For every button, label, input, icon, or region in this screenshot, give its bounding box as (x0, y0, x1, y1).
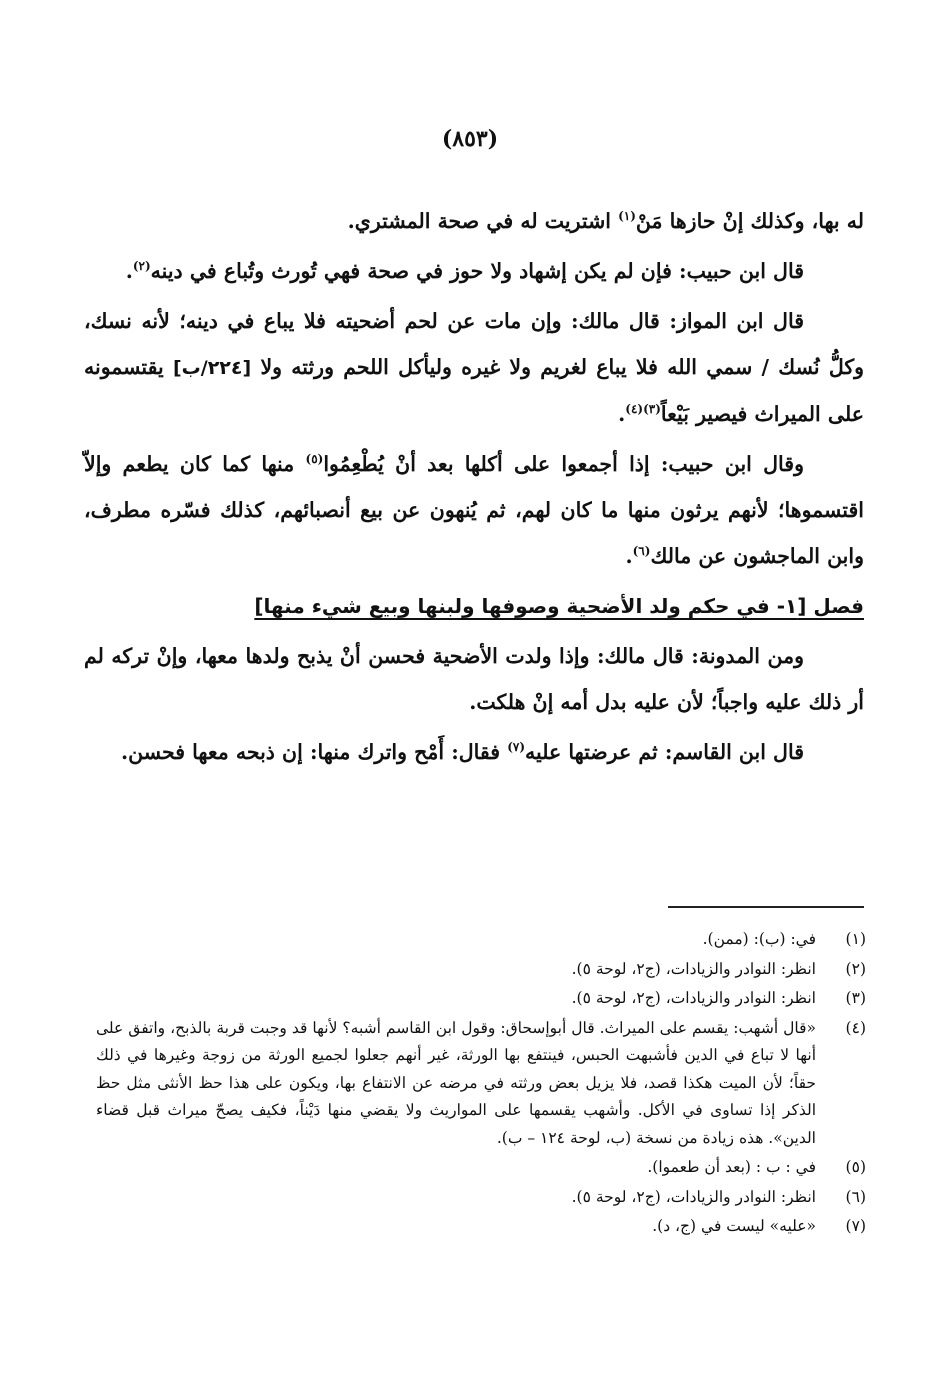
page-number: (٨٥٣) (441, 126, 499, 152)
paragraph-text: منها كما كان يطعم وإلاّ اقتسموها؛ لأنهم يرثون منها ما كان لهم، ثم يُنهون عن بيع أنصبائهم، كذلك فسّره مطرف، وابن الماجشون عن مالك (84, 452, 864, 568)
paragraph-text: وقال ابن حبيب: إذا أجمعوا على أكلها بعد أنْ يُطْعِمُوا (323, 452, 804, 476)
footnote-7 (96, 1213, 866, 1241)
footnote-text: «عليه» ليست في (ج، د). (652, 1217, 816, 1235)
paragraph-6 (84, 729, 864, 775)
footnote-ref-1[interactable]: (١) (618, 209, 636, 224)
paragraph-text: . (618, 402, 626, 426)
paragraph-3 (84, 298, 864, 437)
footnote-ref-6[interactable]: (٦) (632, 544, 651, 559)
paragraph-text: يقتسمونه على الميراث فيصير بَيْعاً (84, 355, 864, 426)
footnote-text: في: (ب): (ممن). (702, 930, 816, 948)
footnote-text: في : ب : (بعد أن طعموا). (647, 1158, 816, 1176)
footnote-1 (96, 926, 866, 954)
paragraph-2 (84, 248, 864, 294)
footnote-number: (٧) (845, 1217, 866, 1235)
footnote-4 (96, 1015, 866, 1153)
footnote-divider (668, 906, 864, 908)
footnote-text: انظر: النوادر والزيادات، (ج٢، لوحة ٥). (571, 1187, 816, 1206)
paragraph-text: له بها، وكذلك إنْ حازها مَنْ (635, 209, 864, 233)
footnote-number: (٣) (845, 989, 866, 1007)
footnote-number: (٥) (845, 1158, 866, 1176)
footnote-number: (٢) (845, 959, 866, 978)
main-text (84, 198, 864, 779)
footnote-number: (١) (845, 930, 866, 948)
paragraph-text: قال ابن القاسم: ثم عرضتها عليه (525, 740, 804, 764)
footnote-ref-2[interactable]: (٢) (132, 259, 151, 274)
paragraph-text: ومن المدونة: قال مالك: وإذا ولدت الأضحية فحسن أنْ يذبح ولدها معها، وإنْ تركه لم أر ذلك عليه واجباً؛ لأن عليه بدل أمه إنْ هلكت. (84, 644, 864, 714)
paragraph-text: . (125, 259, 133, 283)
paragraph-text: قال ابن حبيب: فإن لم يكن إشهاد ولا حوز في صحة فهي تُورث وتُباع في دينه (150, 259, 804, 283)
footnote-ref-7[interactable]: (٧) (507, 740, 526, 755)
folio-marker: [٢٢٤/ب] (172, 357, 252, 379)
footnote-3 (96, 985, 866, 1013)
paragraph-text: . (625, 544, 633, 568)
paragraph-text: اشتريت له في صحة المشتري. (347, 209, 619, 233)
footnote-ref-3-4[interactable]: (٣)(٤) (625, 402, 661, 417)
paragraph-1 (84, 198, 864, 244)
footnote-number: (٤) (845, 1018, 866, 1037)
footnote-number: (٦) (845, 1187, 866, 1206)
footnotes (96, 926, 866, 1243)
paragraph-text: فقال: أَمْح واترك منها: إن ذبحه معها فحسن. (120, 740, 508, 764)
footnote-text: انظر: النوادر والزيادات، (ج٢، لوحة ٥). (571, 959, 816, 978)
paragraph-text: قال ابن المواز: قال مالك: وإن مات عن لحم أضحيته فلا يباع في دينه؛ لأنه نسك، وكلُّ نُسك / سمي الله فلا يباع لغريم ولا غيره وليأكل اللحم ورثته ولا (84, 309, 865, 379)
footnote-5 (96, 1154, 866, 1182)
section-heading: فصل [١- في حكم ولد الأضحية وصوفها ولبنها وبيع شيء منها] (254, 594, 864, 618)
footnote-text: «قال أشهب: يقسم على الميراث. قال أبوإسحاق: وقول ابن القاسم أشبه؟ لأنها قد وجبت قربة بالذبح، واتفق على أنها لا تباع في الدين فأشبهت الحبس، فينتفع بها الورثة، غير أنهم جعلوا لجميع الورثة من زوجة وغيرها في ذلك حقاً؛ لأن الميت هكذا قصد، فلا يزيل بعض ورثته في مرضه عن الانتفاع بها، ويكون على هذا حظ الأنثى مثل حظ الذكر إذا تساوى في الأكل. وأشهب يقسمها على المواريث ولا يقضي منها دَيْناً، فكيف يصحّ ميراث قبل قضاء الدين». هذه زيادة من نسخة (ب، لوحة ١٢٤ – ب). (96, 1018, 816, 1147)
footnote-ref-5[interactable]: (٥) (305, 452, 324, 467)
footnote-6 (96, 1184, 866, 1212)
paragraph-4 (84, 441, 864, 579)
paragraph-5 (84, 633, 864, 725)
footnote-text: انظر: النوادر والزيادات، (ج٢، لوحة ٥). (571, 989, 816, 1007)
footnote-2 (96, 956, 866, 984)
